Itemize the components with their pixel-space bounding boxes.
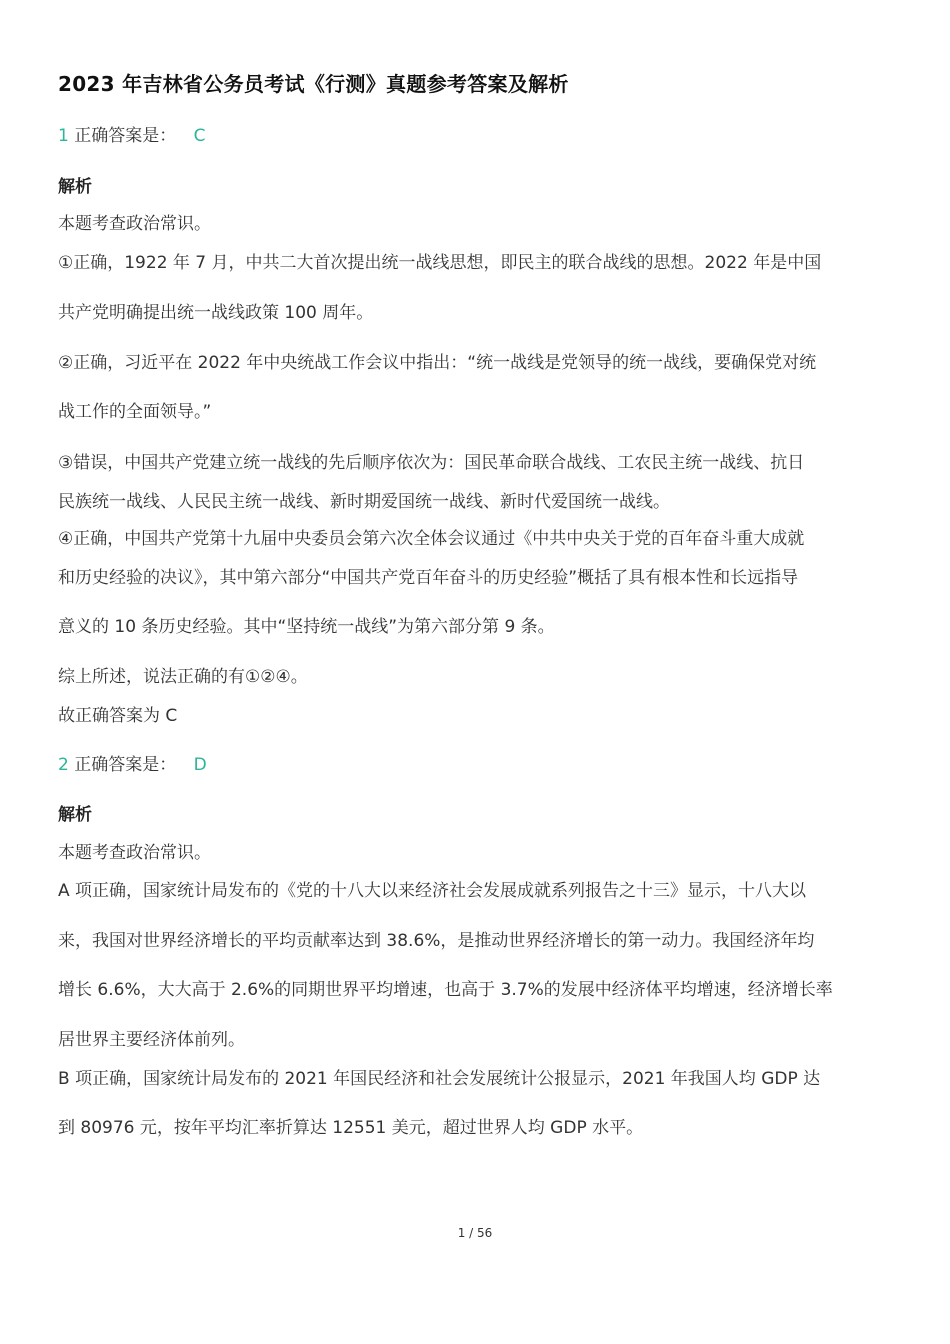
q2-number: 2 (58, 755, 69, 775)
q2-answer-line (58, 750, 207, 775)
q1-line: ④正确，中国共产党第十九届中央委员会第六次全体会议通过《中共中央关于党的百年奋斗重大成就 (58, 529, 805, 549)
q1-line: ③错误，中国共产党建立统一战线的先后顺序依次为：国民革命联合战线、工农民主统一战线、抗日 (58, 453, 805, 473)
q1-line: 民族统一战线、人民民主统一战线、新时期爱国统一战线、新时代爱国统一战线。 (58, 492, 670, 512)
q2-line: 居世界主要经济体前列。 (58, 1030, 245, 1050)
q1-answer-label: 正确答案是： (74, 126, 177, 146)
q1-line: ②正确，习近平在 2022 年中央统战工作会议中指出：“统一战线是党领导的统一战线，要确保党对统 (58, 353, 817, 373)
q2-line: A 项正确，国家统计局发布的《党的十八大以来经济社会发展成就系列报告之十三》显示，十八大以 (58, 881, 807, 901)
q1-number: 1 (58, 126, 69, 146)
q1-line: 本题考查政治常识。 (58, 214, 211, 234)
page-title: 2023 年吉林省公务员考试《行测》真题参考答案及解析 (58, 72, 569, 96)
q2-line: 到 80976 元，按年平均汇率折算达 12551 美元，超过世界人均 GDP 水平。 (58, 1118, 644, 1138)
q1-line: 意义的 10 条历史经验。其中“坚持统一战线”为第六部分第 9 条。 (58, 617, 555, 637)
q2-answer-label: 正确答案是： (74, 755, 177, 775)
q1-line: 综上所述，说法正确的有①②④。 (58, 667, 308, 687)
page-number: 1 / 56 (457, 1226, 493, 1240)
q2-line: B 项正确，国家统计局发布的 2021 年国民经济和社会发展统计公报显示，2021 年我国人均 GDP 达 (58, 1069, 821, 1089)
q1-answer-line (58, 121, 206, 146)
q1-line: 战工作的全面领导。” (58, 402, 212, 422)
q2-answer-letter: D (193, 755, 207, 775)
q1-line: ①正确，1922 年 7 月，中共二大首次提出统一战线思想，即民主的联合战线的思想。2022 年是中国 (58, 253, 822, 273)
q1-answer-letter: C (193, 126, 206, 146)
q1-final-answer: 故正确答案为 C (58, 706, 178, 726)
q2-line: 本题考查政治常识。 (58, 843, 211, 863)
q1-analysis-heading: 解析 (58, 177, 92, 197)
q1-line: 共产党明确提出统一战线政策 100 周年。 (58, 303, 374, 323)
q1-line: 和历史经验的决议》，其中第六部分“中国共产党百年奋斗的历史经验”概括了具有根本性和长远指导 (58, 568, 799, 588)
q2-line: 增长 6.6%，大大高于 2.6%的同期世界平均增速，也高于 3.7%的发展中经济体平均增速，经济增长率 (58, 980, 833, 1000)
q2-line: 来，我国对世界经济增长的平均贡献率达到 38.6%，是推动世界经济增长的第一动力。我国经济年均 (58, 931, 815, 951)
q2-analysis-heading: 解析 (58, 805, 92, 825)
